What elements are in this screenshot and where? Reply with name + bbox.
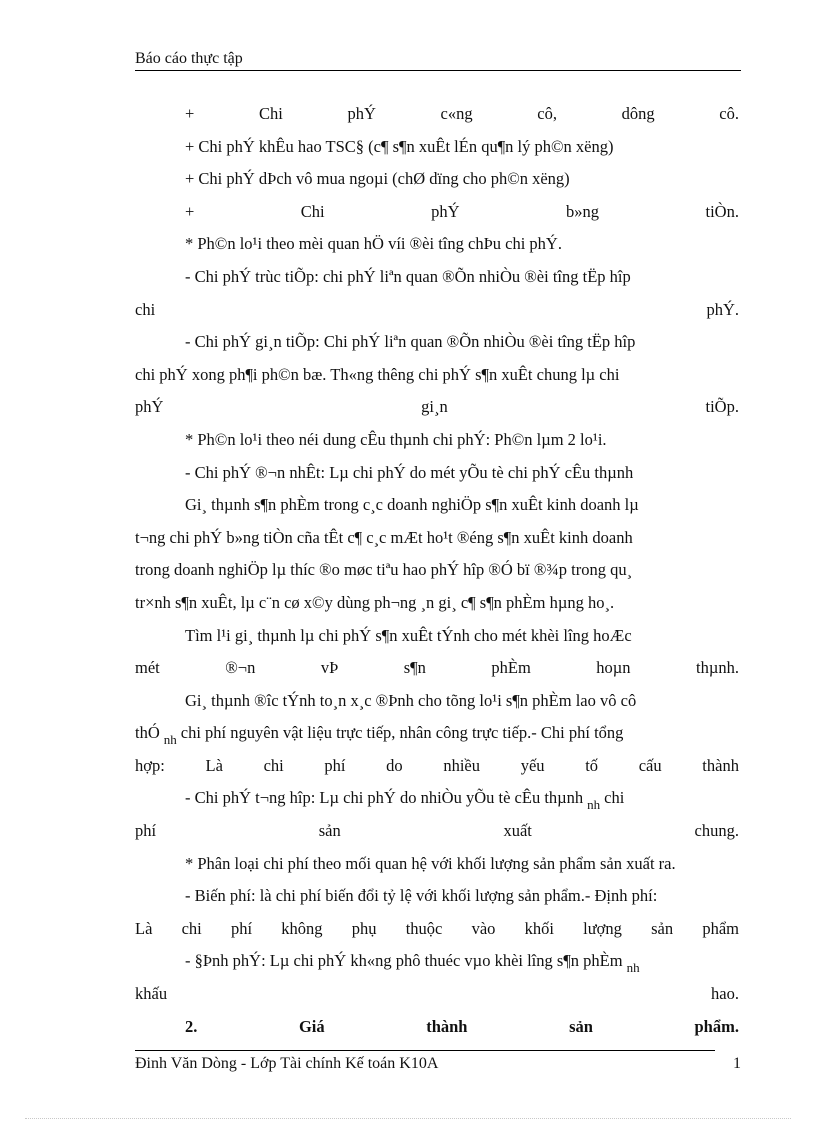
word: mét	[135, 658, 160, 678]
word: hoµn	[596, 658, 631, 678]
subscript-fragment: nh	[626, 960, 640, 976]
footer-author: Đinh Văn Dòng - Lớp Tài chính Kế toán K10A	[135, 1055, 439, 1072]
word: phÈm	[491, 658, 531, 678]
word: phí	[135, 821, 157, 841]
word: sản	[651, 918, 674, 938]
word: tố	[585, 755, 599, 775]
word: nhiều	[443, 755, 481, 775]
text-line: Gi¸ thµnh s¶n phÈm trong c¸c doanh nghiÖp s¶n xuÊt kinh doanh lµ	[185, 495, 639, 515]
section-heading	[135, 1011, 739, 1044]
subscript-fragment: nh	[163, 732, 177, 748]
word: c«ng	[440, 104, 473, 123]
word: 2.	[185, 1016, 198, 1036]
word: lượng	[583, 918, 622, 938]
word: Là	[205, 755, 223, 775]
word: không	[281, 918, 323, 938]
text-line: * Ph©n lo¹i theo néi dung cÊu thµnh chi phÝ: Ph©n lµm 2 lo¹i.	[185, 429, 607, 449]
word: vào	[471, 918, 496, 938]
justified-line	[135, 750, 739, 783]
word: chi	[181, 918, 202, 938]
word: cấu	[638, 755, 662, 775]
text-fragment: chi phí nguyên vật liệu trực tiếp, nhân công trực tiếp.- Chi phí tổng	[180, 723, 624, 743]
word: sản	[569, 1016, 593, 1036]
word: Chi	[300, 201, 325, 221]
word: b»ng	[566, 201, 600, 221]
text-line: - Biến phí: là chi phí biến đổi tỷ lệ với khối lượng sản phẩm.- Định phí:	[185, 886, 658, 906]
word: thµnh.	[696, 658, 739, 678]
text-line: * Phân loại chi phí theo mối quan hệ với khối lượng sản phẩm sản xuất ra.	[185, 853, 676, 873]
word: thành	[702, 755, 739, 775]
document-body	[135, 98, 739, 1043]
word: dông	[621, 104, 655, 123]
text-line: + Chi phÝ dÞch vô mua ngoµi (chØ dïng cho ph©n xëng)	[185, 169, 570, 189]
word: yếu	[520, 755, 545, 775]
word: tiÒn.	[705, 201, 739, 221]
text-line: t¬ng chi phÝ b»ng tiÒn cña tÊt c¶ c¸c mÆt ho¹t ®éng s¶n xuÊt kinh doanh	[135, 527, 633, 547]
page-number: 1	[733, 1055, 741, 1072]
text-line: tr×nh s¶n xuÊt, lµ c¨n cø x©y dùng ph¬ng ¸n gi¸ c¶ s¶n phÈm hµng ho¸.	[135, 592, 615, 612]
word: xuất	[503, 821, 532, 841]
word: +	[185, 201, 195, 221]
word: khấu	[135, 984, 168, 1004]
text-fragment: - §Þnh phÝ: Lµ chi phÝ kh«ng phô thuéc vµo khèi lîng s¶n phÈm	[185, 951, 623, 971]
text-line: trong doanh nghiÖp lµ thíc ®o møc tiªu hao phÝ hîp ®Ó bï ®¾p trong qu¸	[135, 560, 633, 580]
word: Giá	[298, 1016, 325, 1036]
word: do	[386, 755, 403, 775]
subscript-fragment: nh	[587, 797, 601, 813]
word: thuộc	[405, 918, 443, 938]
word: cô.	[719, 104, 739, 123]
text-line: chi phÝ xong ph¶i ph©n bæ. Th«ng thêng chi phÝ s¶n xuÊt chung lµ chi	[135, 364, 620, 384]
word: cô,	[537, 104, 557, 123]
word: thành	[426, 1016, 468, 1036]
word: phẩm	[702, 918, 739, 938]
word: hợp:	[135, 755, 165, 775]
text-line	[135, 945, 739, 978]
text-line: Tìm l¹i gi¸ thµnh lµ chi phÝ s¶n xuÊt tÝnh cho mét khèi lîng hoÆc	[185, 625, 632, 645]
word: chi	[263, 755, 284, 775]
word: sản	[318, 821, 341, 841]
page-edge-dotted-line	[25, 1118, 791, 1119]
word: Chi	[258, 104, 283, 123]
word: phí	[324, 755, 346, 775]
word: khối	[524, 918, 554, 938]
footer-rule	[135, 1050, 715, 1051]
justified-line	[135, 978, 739, 1011]
word: +	[185, 104, 195, 123]
text-line: - Chi phÝ gi¸n tiÕp: Chi phÝ liªn quan ®Õn nhiÒu ®èi tîng tËp hîp	[185, 332, 636, 352]
word: phÝ.	[706, 299, 739, 319]
word: phÝ	[135, 397, 164, 417]
justified-line	[135, 294, 739, 327]
word: phụ	[351, 918, 377, 938]
justified-line	[135, 815, 739, 848]
page-header	[135, 50, 741, 71]
justified-line	[135, 652, 739, 685]
text-fragment: - Chi phÝ t¬ng hîp: Lµ chi phÝ do nhiÒu yÕu tè cÊu thµnh	[185, 788, 584, 808]
word: tiÕp.	[705, 397, 739, 417]
word: phÝ	[347, 104, 376, 123]
word: ®¬n	[225, 658, 256, 678]
word: Là	[135, 918, 153, 938]
word: phÝ	[431, 201, 460, 221]
text-line: - Chi phÝ trùc tiÕp: chi phÝ liªn quan ®Õn nhiÒu ®èi tîng tËp hîp	[185, 266, 631, 286]
word: chung.	[694, 821, 739, 841]
justified-line	[135, 913, 739, 946]
justified-line	[135, 196, 739, 229]
text-fragment: thÓ	[135, 723, 160, 743]
text-fragment: chi	[604, 788, 625, 808]
text-line: Gi¸ thµnh ®îc tÝnh to¸n x¸c ®Þnh cho tõng lo¹i s¶n phÈm lao vô cô	[185, 690, 637, 710]
word: phí	[230, 918, 253, 938]
justified-line	[135, 391, 739, 424]
text-line	[135, 782, 739, 815]
word: gi¸n	[421, 397, 448, 417]
text-line: * Ph©n lo¹i theo mèi quan hÖ víi ®èi tîng chÞu chi phÝ.	[185, 234, 562, 254]
text-line	[135, 717, 739, 750]
word: chi	[135, 299, 156, 319]
word: hao.	[711, 984, 739, 1004]
word: vÞ	[320, 658, 339, 678]
text-line: + Chi phÝ khÊu hao TSC§ (c¶ s¶n xuÊt lÉn qu¶n lý ph©n xëng)	[185, 136, 614, 156]
page-footer	[135, 1055, 741, 1073]
header-title: Báo cáo thực tập	[135, 50, 243, 67]
word: phẩm.	[694, 1016, 739, 1036]
justified-line	[135, 98, 739, 131]
text-line: - Chi phÝ ®¬n nhÊt: Lµ chi phÝ do mét yÕu tè chi phÝ cÊu thµnh	[185, 462, 634, 482]
word: s¶n	[403, 658, 426, 678]
